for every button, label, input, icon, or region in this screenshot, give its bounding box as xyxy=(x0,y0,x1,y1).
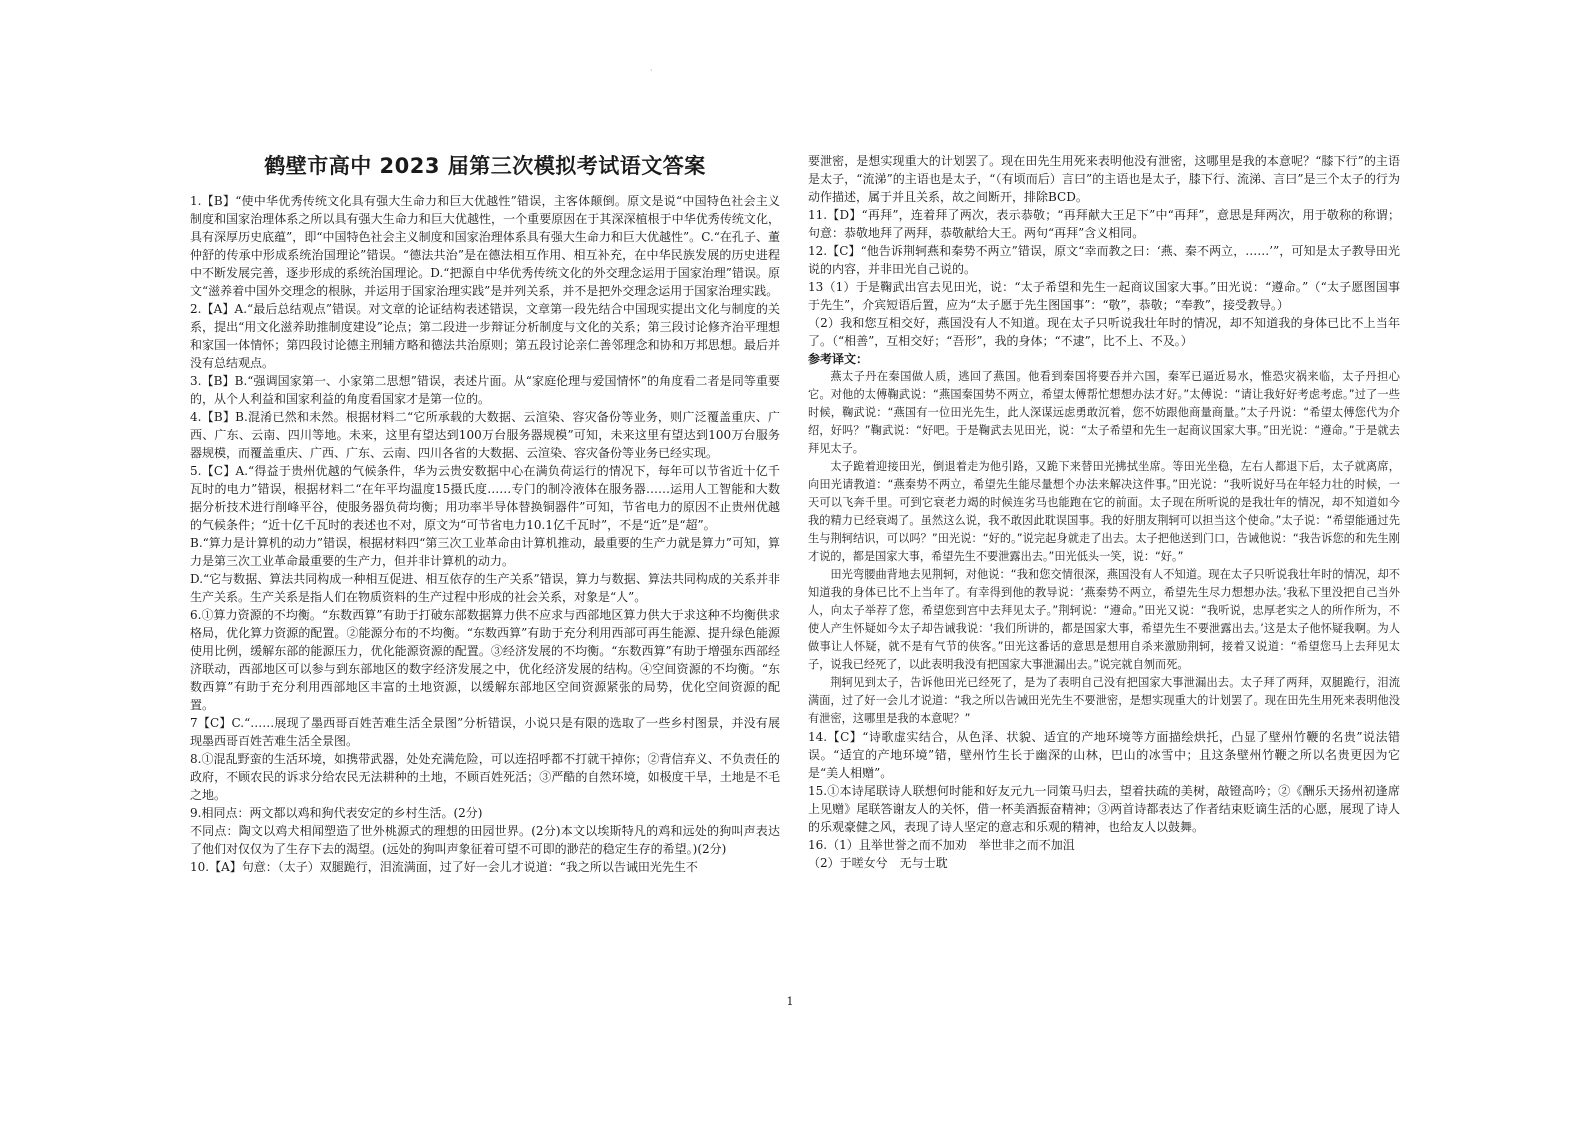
answer-9-similarity: 9.相同点：两文都以鸡和狗代表安定的乡村生活。(2分) xyxy=(190,806,483,820)
translation-paragraph: 荆轲见到太子，告诉他田光已经死了，是为了表明自己没有把国家大事泄漏出去。太子拜了两拜，双腿跪行，泪流满面，过了好一会儿才说道：“我之所以告诫田光先生不要泄密，是想实现重大的计划罢了。现在田先生用死来表明他没有泄密，这哪里是我的本意呢？” xyxy=(808,676,1400,725)
answer-6: 6.①算力资源的不均衡。“东数西算”有助于打破东部数据算力供不应求与西部地区算力供大于求这种不均衡供求格局，优化算力资源的配置。②能源分布的不均衡。“东数西算”有助于充分利用西部可再生能源、提升绿色能源使用比例，缓解东部的能源压力，优化能源资源的配置。③经济发展的不均衡。“东数西算”有助于增强东西部经济联动，西部地区可以参与到东部地区的数字经济发展之中，优化经济发展的结构。④空间资源的不均衡。“东数西算”有助于充分利用西部地区丰富的土地资源，以缓解东部地区空间资源紧张的局势，优化空间资源的配置。 xyxy=(190,608,780,712)
answer-9-difference: 不同点：陶文以鸡犬相闻塑造了世外桃源式的理想的田园世界。(2分)本文以埃斯特凡的鸡和远处的狗叫声表达了他们对仅仅为了生存下去的渴望。(远处的狗叫声象征着可望不可即的渺茫的稳定生存的希望。)(2分) xyxy=(190,824,780,856)
answer-11: 11.【D】“再拜”，连着拜了两次，表示恭敬；“再拜献大王足下”中“再拜”，意思是拜两次，用于敬称的称谓；句意：恭敬地拜了两拜，恭敬献给大王。两句“再拜”含义相同。 xyxy=(808,208,1400,240)
answer-5: 5.【C】A.“得益于贵州优越的气候条件，华为云贵安数据中心在满负荷运行的情况下，每年可以节省近十亿千瓦时的电力”错误，根据材料二“在年平均温度15摄氏度……专门的制冷液体在服务器……运用人工智能和大数据分析技术进行削峰平谷，使服务器负荷均衡；用功率半导体替换铜器件”可知，节省电力的原因不止贵州优越的气候条件；“近十亿千瓦时的表述也不对，原文为“可节省电力10.1亿千瓦时”，不是“近”是“超”。 xyxy=(190,464,780,532)
answer-1: 1.【B】“使中华优秀传统文化具有强大生命力和巨大优越性”错误，主客体颠倒。原文是说“中国特色社会主义制度和国家治理体系之所以具有强大生命力和巨大优越性，一个重要原因在于其深深植根于中华优秀传统文化，具有深厚历史底蕴”，即“中国特色社会主义制度和国家治理体系具有强大生命力和巨大优越性”。C.“在孔子、董仲舒的传承中形成系统治国理论”错误。“德法共治”是在德法相互作用、相互补充，在中华民族发展的历史进程中不断发展完善，逐步形成的系统治国理论。D.“把源自中华优秀传统文化的外交理念运用于国家治理”错误。原文“滋养着中国外交理念的根脉，并运用于国家治理实践”是并列关系，并不是把外交理念运用于国家治理实践。 xyxy=(190,194,780,298)
translation-paragraph: 太子跪着迎接田光，倒退着走为他引路，又跪下来替田光拂拭坐席。等田光坐稳，左右人都退下后，太子就离席，向田光请教道：“燕秦势不两立，希望先生能尽量想个办法来解决这件事。”田光说：“我听说好马在年轻力壮的时候，一天可以飞奔千里。可到它衰老力竭的时候连劣马也能跑在它的前面。太子现在所听说的是我壮年的情况，却不知道如今我的精力已经衰竭了。虽然这么说，我不敢因此耽误国事。我的好朋友荆轲可以担当这个使命。”太子说：“希望能通过先生与荆轲结识，可以吗？”田光说：“好的。”说完起身就走了出去。太子把他送到门口，告诫他说：“我告诉您的和先生刚才说的，都是国家大事，希望先生不要泄露出去。”田光低头一笑，说：“好。” xyxy=(808,460,1400,563)
answer-10-continued: 要泄密，是想实现重大的计划罢了。现在田先生用死来表明他没有泄密，这哪里是我的本意呢？“膝下行”的主语是太子，“流涕”的主语也是太子，“（有顷而后）言曰”的主语也是太子，膝下行、流涕、言曰”是三个太子的行为动作描述，属于并且关系，故之间断开，排除BCD。 xyxy=(808,154,1400,204)
answer-4: 4.【B】B.混淆已然和未然。根据材料二“它所承载的大数据、云渲染、容灾备份等业务，则广泛覆盖重庆、广西、广东、云南、四川等地。未来，这里有望达到100万台服务器规模”可知，未来这里有望达到100万台服务器规模，而覆盖重庆、广西、广东、云南、四川各省的大数据、云渲染、容灾备份等业务已经实现。 xyxy=(190,410,780,460)
answer-16-1: 16.（1）且举世誉之而不加劝 举世非之而不加沮 xyxy=(808,838,1075,852)
answer-8: 8.①混乱野蛮的生活环境，如携带武器，处处充满危险，可以连招呼都不打就干掉你；②背信弃义、不负责任的政府，不顾农民的诉求分给农民无法耕种的土地，不顾百姓死活；③严酷的自然环境，如极度干旱，土地是不毛之地。 xyxy=(190,752,780,802)
left-column xyxy=(190,192,780,876)
top-mark: · xyxy=(650,66,653,75)
answer-5-b: B.“算力是计算机的动力”错误，根据材料四“第三次工业革命由计算机推动，最重要的生产力就是算力”可知，算力是第三次工业革命最重要的生产力，但并非计算机的动力。 xyxy=(190,536,780,568)
translation-paragraph: 田光弯腰曲背地去见荆轲，对他说：“我和您交情很深，燕国没有人不知道。现在太子只听说我壮年时的情况，却不知道我的身体已比不上当年了。有幸得到他的教导说：‘燕秦势不两立，希望先生尽力想想办法。’我私下里没把自己当外人，向太子举荐了您，希望您到宫中去拜见太子。”荆轲说：“遵命。”田光又说：“我听说，忠厚老实之人的所作所为，不使人产生怀疑如今太子却告诫我说：‘我们所讲的，都是国家大事，希望先生不要泄露出去。’这是太子他怀疑我啊。为人做事让人怀疑，就不是有气节的侠客。”田光这番话的意思是想用自杀来激励荆轲，接着又说道：“希望您马上去拜见太子，说我已经死了，以此表明我没有把国家大事泄漏出去。”说完就自刎而死。 xyxy=(808,568,1400,671)
right-column xyxy=(808,152,1400,872)
translation-paragraph: 燕太子丹在秦国做人质，逃回了燕国。他看到秦国将要吞并六国，秦军已逼近易水，惟恐灾祸来临，太子丹担心它。对他的太傅鞠武说：“燕国秦国势不两立，希望太傅帮忙想想办法才好。”太傅说：“请让我好好考虑考虑。”过了一些时候，鞠武说：“燕国有一位田光先生，此人深谋远虑勇敢沉着，您不妨跟他商量商量。”太子丹说：“希望太傅您代为介绍，好吗？”鞠武说：“好吧。于是鞠武去见田光，说：“太子希望和先生一起商议国家大事。”田光说：“遵命。”于是就去拜见太子。 xyxy=(808,370,1400,455)
answer-5-d: D.“它与数据、算法共同构成一种相互促进、相互依存的生产关系”错误，算力与数据、算法共同构成的关系并非生产关系。生产关系是指人们在物质资料的生产过程中形成的社会关系，对象是“人”。 xyxy=(190,572,780,604)
document-title: 鹤壁市高中 2023 届第三次模拟考试语文答案 xyxy=(264,154,706,178)
answer-7: 7【C】C.“……展现了墨西哥百姓苦难生活全景图”分析错误，小说只是有限的选取了一些乡村图景，并没有展现墨西哥百姓苦难生活全景图。 xyxy=(190,716,780,748)
answer-13-1: 13（1）于是鞠武出宫去见田光，说：“太子希望和先生一起商议国家大事。”田光说：“遵命。”（“太子愿图国事于先生”，介宾短语后置，应为“太子愿于先生图国事”：“敬”，恭敬；“奉教”，接受教导。） xyxy=(808,280,1400,312)
translation-label: 参考译文： xyxy=(808,352,869,366)
answer-15: 15.①本诗尾联诗人联想何时能和好友元九一同策马归去，望着扶疏的美树，敲镫高吟；②《酬乐天扬州初逢席上见赠》尾联答谢友人的关怀，借一杯美酒振奋精神；③两首诗都表达了作者结束贬谪生活的心愿，展现了诗人的乐观豪健之风，表现了诗人坚定的意志和乐观的精神，也给友人以鼓舞。 xyxy=(808,784,1400,834)
page-number: 1 xyxy=(786,995,794,1008)
answer-10: 10.【A】句意：（太子）双腿跪行，泪流满面，过了好一会儿才说道：“我之所以告诫田光先生不 xyxy=(190,860,698,874)
answer-13-2: （2）我和您互相交好，燕国没有人不知道。现在太子只听说我壮年时的情况，却不知道我的身体已比不上当年了。（“相善”，互相交好；“吾形”，我的身体；“不逮”，比不上、不及。） xyxy=(808,316,1400,348)
answer-14: 14.【C】“诗歌虚实结合，从色泽、状貌、适宜的产地环境等方面描绘烘托，凸显了壁州竹鞭的名贵”说法错误。“适宜的产地环境”错，壁州竹生长于幽深的山林，巴山的冰雪中；且这条壁州竹鞭之所以名贵更因为它是“美人相赠”。 xyxy=(808,730,1400,780)
answer-3: 3.【B】B.“强调国家第一、小家第二思想”错误，表述片面。从“家庭伦理与爱国情怀”的角度看二者是同等重要的，从个人利益和国家利益的角度看国家才是第一位的。 xyxy=(190,374,780,406)
answer-12: 12.【C】“他告诉荆轲燕和秦势不两立”错误，原文“幸而教之曰：‘燕、秦不两立，……’”，可知是太子教导田光说的内容，并非田光自己说的。 xyxy=(808,244,1400,276)
answer-16-2: （2）于嗟女兮 无与士耽 xyxy=(808,856,948,870)
answer-2: 2.【A】A.“最后总结观点”错误。对文章的论证结构表述错误，文章第一段先结合中国现实提出文化与制度的关系，提出“用文化滋养助推制度建设”论点；第二段进一步辩证分析制度与文化的关系；第三段讨论修齐治平理想和家国一体情怀；第四段讨论德主刑辅方略和德法共治原则；第五段讨论亲仁善邻理念和协和万邦思想。最后并没有总结观点。 xyxy=(190,302,780,370)
